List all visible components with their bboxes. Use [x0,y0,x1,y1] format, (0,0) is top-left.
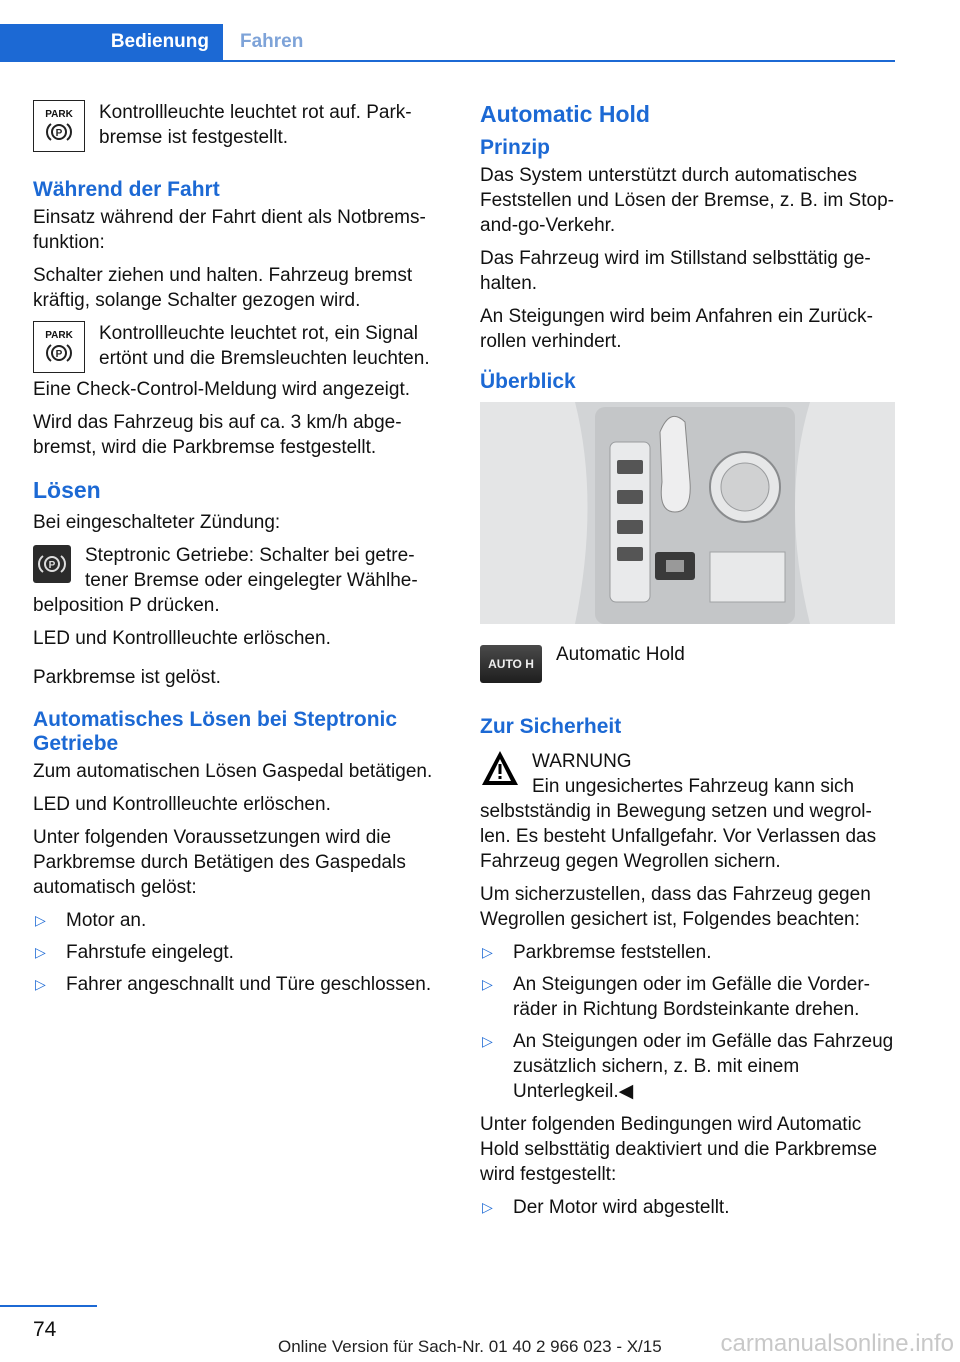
left-column [33,100,448,1005]
heading-zur-sicherheit: Zur Sicherheit [480,715,622,738]
watermark: carmanualsonline.info [720,1330,954,1357]
parking-brake-button-icon [33,545,71,583]
list-item: ▷ Fahrer angeschnallt und Türe geschlossen. [35,974,432,995]
loesen-icon-paragraph: P Steptronic Getriebe: Schalter bei getretener Bremse oder eingelegter Wählhebelposition P drücken. [33,545,418,616]
paragraph: Schalter ziehen und halten. Fahrzeug bremst kräftig, solange Schalter gezogen wird. [33,265,413,311]
warning-icon [480,749,520,787]
list-item: ▷ An Steigungen oder im Gefälle das Fahrzeug zusätzlich sichern, z. B. mit einem Unterlegkeil.◀ [482,1031,894,1102]
list-item: ▷ An Steigungen oder im Gefälle die Vorderräder in Richtung Bordsteinkante drehen. [482,974,870,1020]
paragraph: Bei eingeschalteter Zündung: [33,512,281,533]
center-console-photo [480,402,895,624]
header-divider [0,60,895,62]
paragraph: Wird das Fahrzeug bis auf ca. 3 km/h abgebremst, wird die Parkbremse festgestellt. [33,412,402,458]
svg-text:P: P [55,127,63,139]
park-indicator-row [33,100,448,152]
park-brake-icon: PARK P [33,100,85,152]
bullet-list [480,940,895,1104]
paragraph: Das System unterstützt durch automatisches Feststellen und Lösen der Bremse, z. B. im Stop-and-go-Verkehr. [480,165,894,236]
heading-loesen: Lösen [33,477,101,503]
paragraph: Das Fahrzeug wird im Stillstand selbsttätig gehalten. [480,248,871,294]
paragraph: Eine Check-Control-Meldung wird angezeigt. [33,379,411,400]
paragraph: An Steigungen wird beim Anfahren ein Zurückrollen verhindert. [480,306,873,352]
heading-automatisches-loesen: Automatisches Lösen bei Steptronic Getriebe [33,708,398,755]
paragraph: Zum automatischen Lösen Gaspedal betätigen. [33,761,433,782]
paragraph: LED und Kontrollleuchte erlöschen. [33,628,331,649]
paragraph: LED und Kontrollleuchte erlöschen. [33,794,331,815]
heading-automatic-hold: Automatic Hold [480,101,650,127]
park-brake-icon: PARK P [33,321,85,373]
heading-waehrend-der-fahrt: Während der Fahrt [33,178,220,201]
warning-title: WARNUNG [532,751,632,772]
list-item: ▷ Der Motor wird abgestellt. [482,1197,730,1218]
header [0,0,895,62]
park-indicator-text: Kontrollleuchte leuchtet rot, ein Signal ertönt und die Bremsleuchten leuchten. [99,323,430,369]
online-version-text: Online Version für Sach-Nr. 01 40 2 966 023 - X/15 [278,1337,662,1356]
tab-bedienung[interactable]: Bedienung [0,24,223,60]
svg-text:P: P [55,348,63,360]
bullet-list [480,1195,895,1220]
warning-text: Ein ungesichertes Fahrzeug kann sich selbstständig in Bewegung setzen und wegrollen. Es besteht Unfallgefahr. Vor Verlassen das Fahrzeug gegen Wegrollen sichern. [480,776,877,872]
tab-fahren[interactable]: Fahren [240,31,304,52]
auto-hold-button-icon: AUTO H [480,645,542,683]
heading-ueberblick: Überblick [480,370,576,393]
list-item: ▷ Motor an. [35,910,147,931]
page-number: 74 [33,1318,57,1341]
auto-hold-caption: Automatic Hold [556,644,685,665]
paragraph: Einsatz während der Fahrt dient als Notbremsfunktion: [33,207,426,253]
paragraph: Um sicherzustellen, dass das Fahrzeug gegen Wegrollen gesichert ist, Folgendes beachten: [480,884,871,930]
list-item: ▷ Fahrstufe eingelegt. [35,942,234,963]
park-indicator-text: Kontrollleuchte leuchtet rot auf. Parkbremse ist festgestellt. [99,102,412,148]
paragraph: Unter folgenden Bedingungen wird Automatic Hold selbsttätig deaktiviert und die Parkbremse wird festgestellt: [480,1114,878,1185]
heading-prinzip: Prinzip [480,136,551,159]
svg-text:P: P [48,560,56,571]
warning-block [480,749,895,874]
list-item: ▷ Parkbremse feststellen. [482,942,712,963]
right-column [480,100,895,1228]
footer-divider [0,1305,97,1307]
paragraph: Parkbremse ist gelöst. [33,667,221,688]
auto-hold-row [480,642,895,683]
paragraph: Unter folgenden Voraussetzungen wird die Parkbremse durch Betätigen des Gaspedals automatisch gelöst: [33,827,406,898]
bullet-list [33,908,448,997]
park-indicator-row [33,321,448,373]
